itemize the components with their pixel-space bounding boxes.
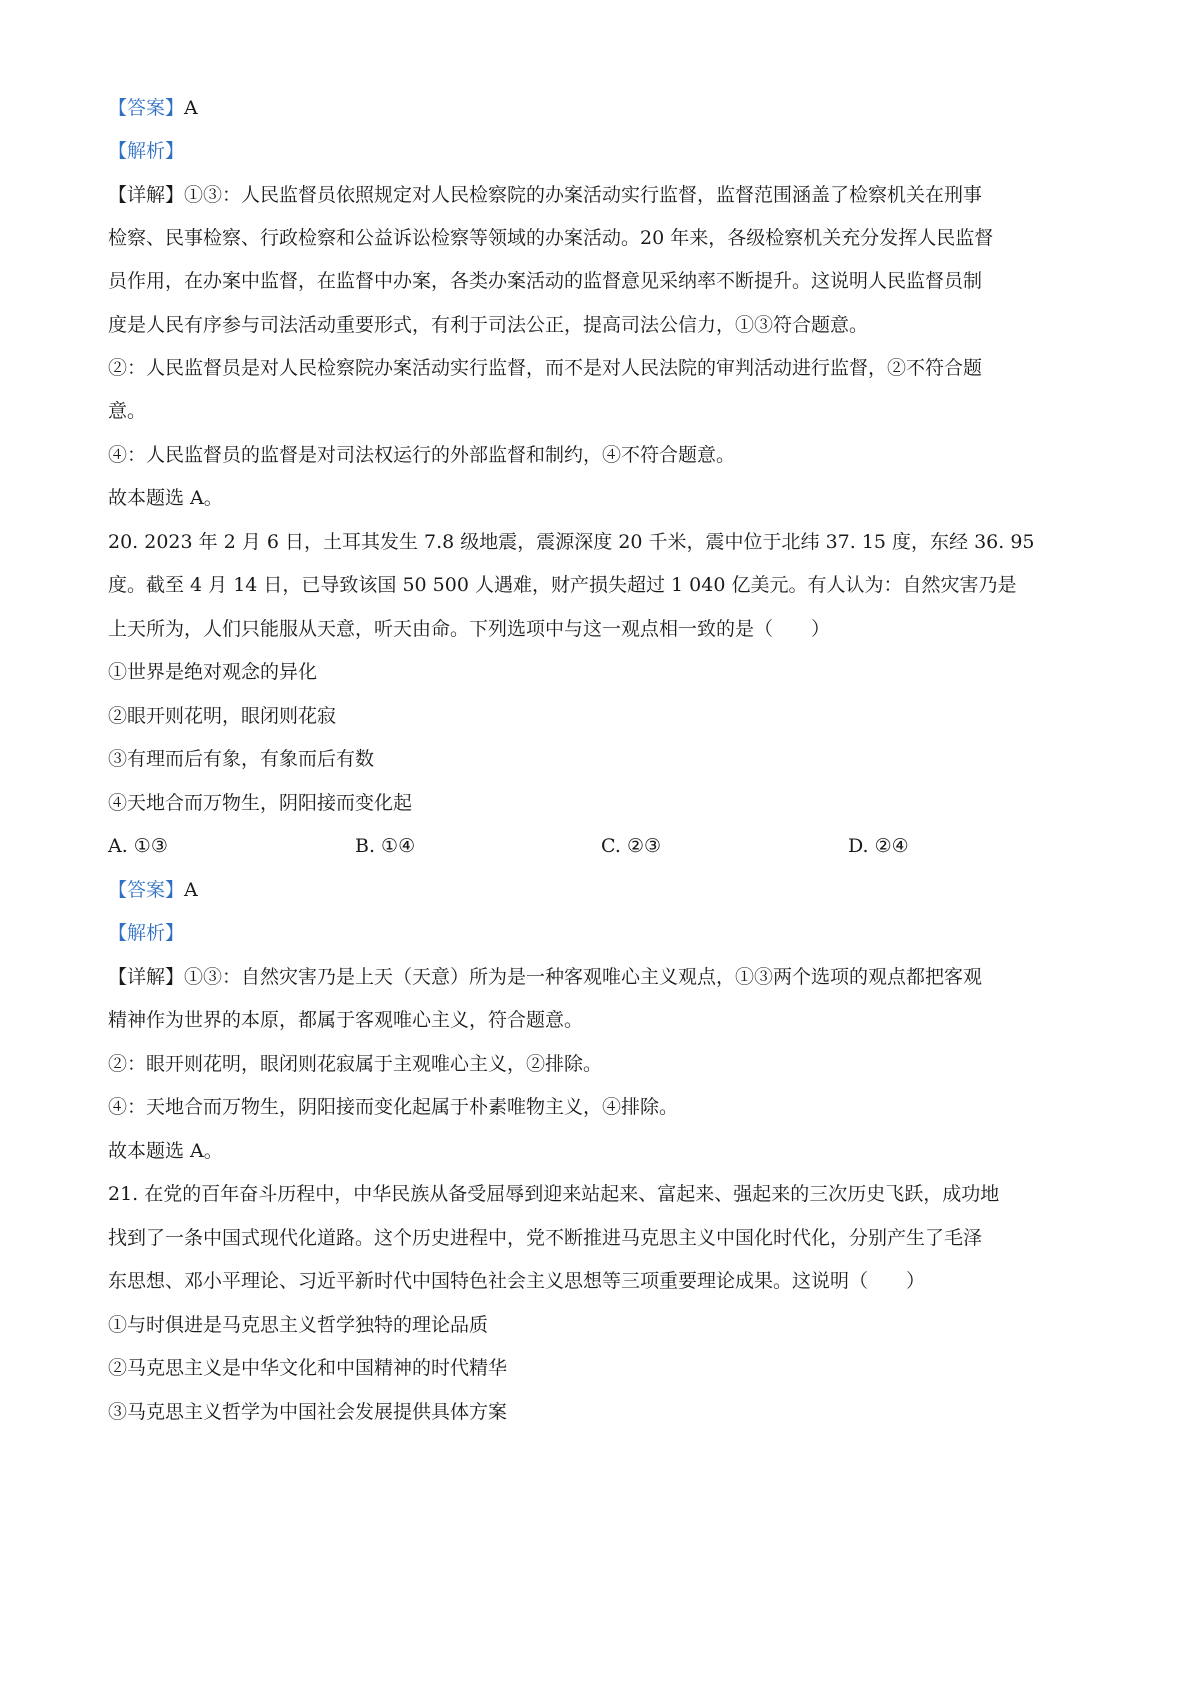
- q19-analysis: [108, 137, 1098, 165]
- detail-text: ①③：人民监督员依照规定对人民检察院的办案活动实行监督，监督范围涵盖了检察机关在刑事: [184, 184, 983, 206]
- q19-detail-line: [108, 181, 1098, 209]
- answer-value: A: [184, 97, 198, 119]
- detail-tag: 【详解】: [108, 184, 185, 206]
- q20-analysis: [108, 919, 1098, 947]
- q20-conclusion: 故本题选 A。: [108, 1140, 223, 1162]
- q21-stem-line: 21. 在党的百年奋斗历程中，中华民族从备受屈辱到迎来站起来、富起来、强起来的三次历史飞跃，成功地: [108, 1183, 1000, 1205]
- q20-answer: [108, 876, 1098, 904]
- q20-statement: ①世界是绝对观念的异化: [108, 661, 318, 683]
- q20-stem-line: 度。截至 4 月 14 日，已导致该国 50 500 人遇难，财产损失超过 1 040 亿美元。有人认为：自然灾害乃是: [108, 574, 1017, 596]
- q19-detail-line: 度是人民有序参与司法活动重要形式，有利于司法公正，提高司法公信力，①③符合题意。: [108, 314, 869, 336]
- q21-statement: ①与时俱进是马克思主义哲学独特的理论品质: [108, 1314, 489, 1336]
- q20-statement: ④天地合而万物生，阴阳接而变化起: [108, 792, 413, 814]
- analysis-tag: 【解析】: [108, 140, 185, 162]
- q20-stem-line: 20. 2023 年 2 月 6 日，土耳其发生 7.8 级地震，震源深度 20 千米，震中位于北纬 37. 15 度，东经 36. 95: [108, 531, 1035, 553]
- q19-conclusion: 故本题选 A。: [108, 487, 223, 509]
- q20-detail-line: [108, 963, 1098, 991]
- q20-option-c: C. ②③: [601, 835, 662, 857]
- q19-point4: ④：人民监督员的监督是对司法权运行的外部监督和制约，④不符合题意。: [108, 444, 736, 466]
- q20-statement: ②眼开则花明，眼闭则花寂: [108, 705, 337, 727]
- detail-tag: 【详解】: [108, 966, 185, 988]
- q20-point4: ④：天地合而万物生，阴阳接而变化起属于朴素唯物主义，④排除。: [108, 1096, 679, 1118]
- q20-option-d: D. ②④: [848, 835, 909, 857]
- q20-option-a: A. ①③: [108, 835, 168, 857]
- q19-detail-line: 员作用，在办案中监督，在监督中办案，各类办案活动的监督意见采纳率不断提升。这说明人民监督员制: [108, 270, 983, 292]
- q19-point2-line: 意。: [108, 400, 147, 422]
- q20-detail-line: 精神作为世界的本原，都属于客观唯心主义，符合题意。: [108, 1009, 584, 1031]
- q21-statement: ③马克思主义哲学为中国社会发展提供具体方案: [108, 1401, 508, 1423]
- q21-stem-line: 找到了一条中国式现代化道路。这个历史进程中，党不断推进马克思主义中国化时代化，分别产生了毛泽: [108, 1227, 983, 1249]
- q21-statement: ②马克思主义是中华文化和中国精神的时代精华: [108, 1357, 508, 1379]
- q20-stem-line: 上天所为，人们只能服从天意，听天由命。下列选项中与这一观点相一致的是（ ）: [108, 618, 831, 640]
- q21-stem-line: 东思想、邓小平理论、习近平新时代中国特色社会主义思想等三项重要理论成果。这说明（ ）: [108, 1270, 926, 1292]
- answer-value: A: [184, 879, 198, 901]
- analysis-tag: 【解析】: [108, 922, 185, 944]
- q19-point2-line: ②：人民监督员是对人民检察院办案活动实行监督，而不是对人民法院的审判活动进行监督，②不符合题: [108, 357, 983, 379]
- q19-answer: [108, 94, 1098, 122]
- q19-detail-line: 检察、民事检察、行政检察和公益诉讼检察等领域的办案活动。20 年来，各级检察机关充分发挥人民监督: [108, 227, 994, 249]
- q20-point2: ②：眼开则花明，眼闭则花寂属于主观唯心主义，②排除。: [108, 1053, 603, 1075]
- answer-tag: 【答案】: [108, 97, 185, 119]
- answer-tag: 【答案】: [108, 879, 185, 901]
- detail-text: ①③：自然灾害乃是上天（天意）所为是一种客观唯心主义观点，①③两个选项的观点都把客观: [184, 966, 983, 988]
- q20-option-b: B. ①④: [355, 835, 416, 857]
- q20-statement: ③有理而后有象，有象而后有数: [108, 748, 375, 770]
